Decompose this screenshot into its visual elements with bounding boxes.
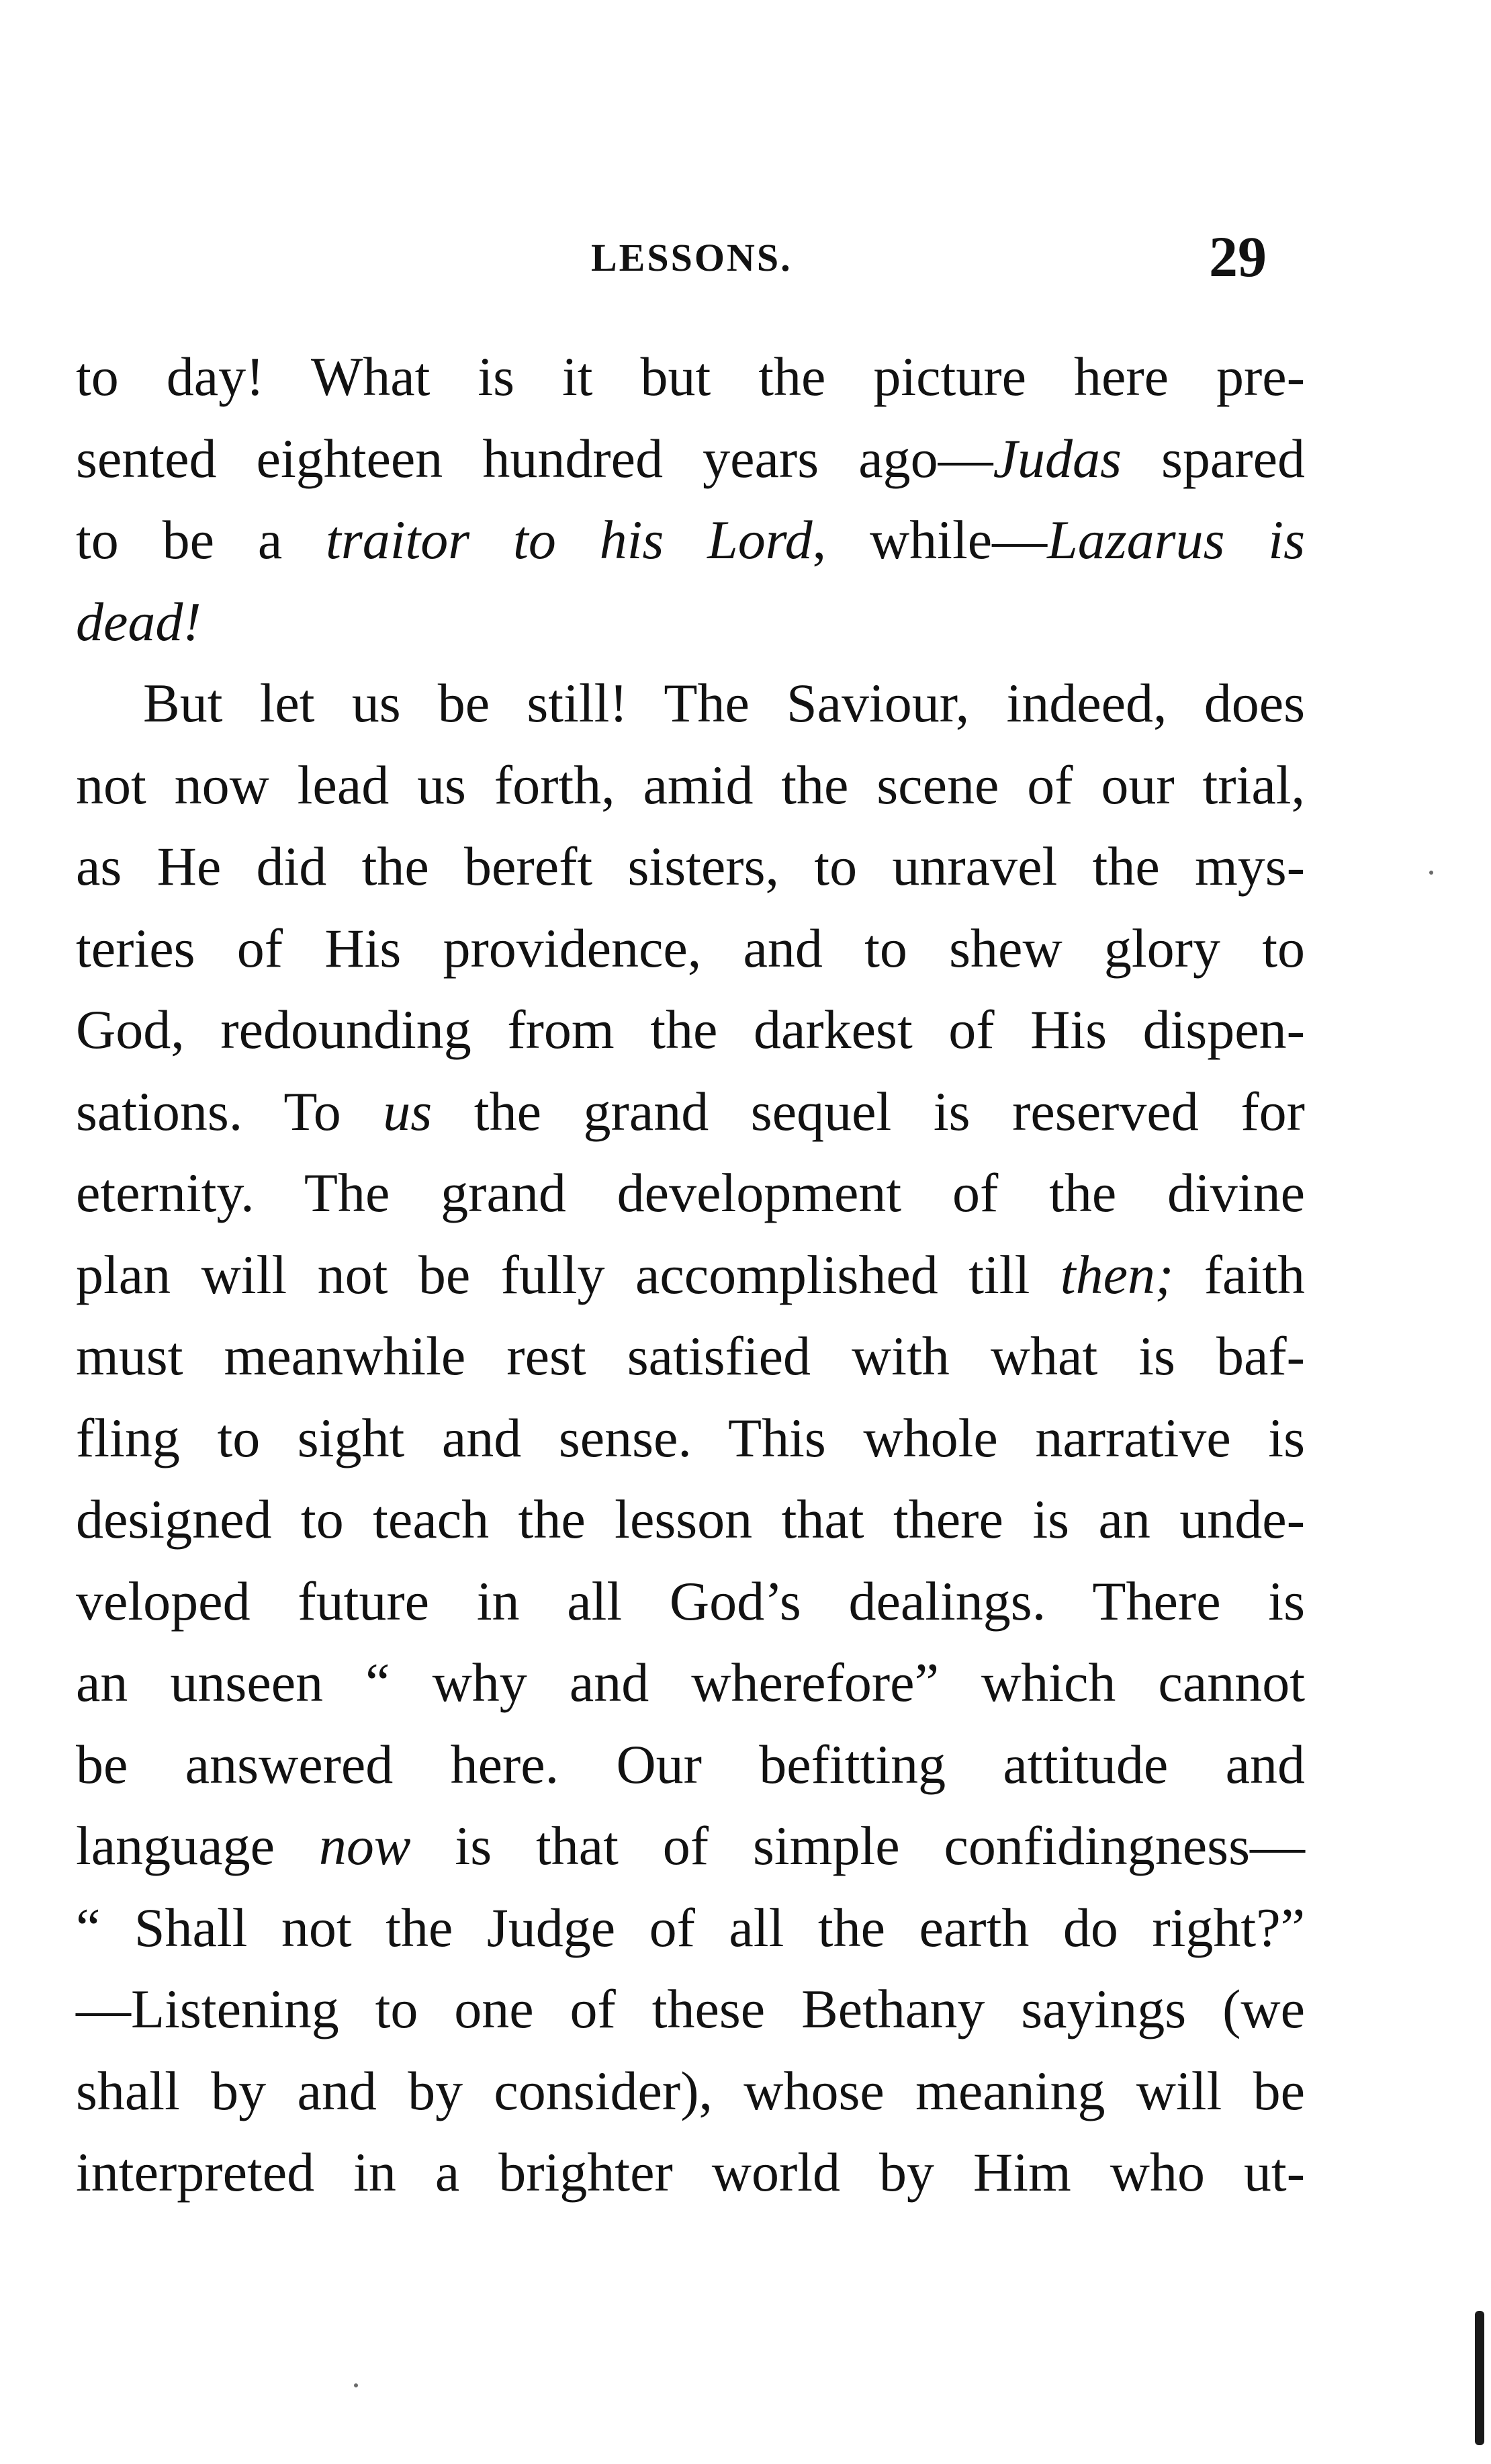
- text-line: [76, 1642, 1305, 1724]
- text-line: [76, 1234, 1305, 1316]
- text-line: [76, 2050, 1305, 2132]
- text-segment: must meanwhile rest satisfied with what is baf-: [76, 1325, 1305, 1387]
- text-segment: But let us be still! The Saviour, indeed, does: [143, 672, 1305, 734]
- text-segment: be answered here. Our befitting attitude and: [76, 1733, 1305, 1795]
- text-line: [76, 1397, 1305, 1479]
- text-line: [76, 744, 1305, 826]
- text-segment: interpreted in a brighter world by Him who ut-: [76, 2142, 1305, 2203]
- text-segment: designed to teach the lesson that there is an unde-: [76, 1489, 1305, 1550]
- text-line: [76, 1479, 1305, 1560]
- text-segment: language: [76, 1815, 319, 1876]
- text-line: [76, 1071, 1305, 1153]
- text-segment: is that of simple confidingness—: [410, 1815, 1305, 1876]
- text-line: [76, 1805, 1305, 1887]
- text-segment: sations. To: [76, 1080, 383, 1142]
- italic-text: now: [318, 1815, 411, 1876]
- text-segment: not now lead us forth, amid the scene of our trial,: [76, 754, 1305, 816]
- text-line: [76, 1724, 1305, 1806]
- text-segment: teries of His providence, and to shew glory to: [76, 917, 1305, 979]
- text-segment: as He did the bereft sisters, to unravel the mys-: [76, 836, 1305, 897]
- text-line: [76, 908, 1305, 989]
- text-segment: , while—: [812, 509, 1048, 570]
- text-segment: an unseen “ why and wherefore” which cannot: [76, 1652, 1305, 1713]
- text-segment: plan will not be fully accomplished till: [76, 1243, 1060, 1305]
- text-line: [76, 662, 1305, 744]
- page-edge-mark: [1475, 2311, 1484, 2445]
- running-title: LESSONS.: [591, 236, 793, 279]
- page-number: 29: [1209, 224, 1267, 289]
- text-segment: sented eighteen hundred years ago—: [76, 427, 993, 489]
- text-segment: spared: [1121, 427, 1305, 489]
- text-segment: to day! What is it but the picture here pre-: [76, 346, 1305, 407]
- text-line: [76, 418, 1305, 500]
- text-segment: shall by and by consider), whose meaning will be: [76, 2060, 1305, 2121]
- text-line: [76, 1887, 1305, 1969]
- italic-text: dead!: [76, 590, 201, 652]
- text-segment: eternity. The grand development of the divine: [76, 1162, 1305, 1223]
- paper-speck: [1429, 871, 1433, 875]
- text-segment: the grand sequel is reserved for: [432, 1080, 1305, 1142]
- text-segment: to be a: [76, 509, 326, 570]
- text-line: [76, 1152, 1305, 1234]
- text-line: [76, 826, 1305, 908]
- italic-text: us: [383, 1080, 433, 1142]
- text-line: [76, 336, 1305, 418]
- italic-text: Lazarus is: [1047, 509, 1305, 570]
- text-line: [76, 1560, 1305, 1642]
- running-head: [0, 222, 1491, 296]
- body-text: [76, 336, 1305, 2213]
- text-line: [76, 1315, 1305, 1397]
- text-line: [76, 581, 1305, 663]
- text-segment: God, redounding from the darkest of His dispen-: [76, 999, 1305, 1060]
- italic-text: Judas: [993, 427, 1122, 489]
- paper-speck: [354, 2383, 358, 2387]
- italic-text: traitor to his Lord: [326, 509, 813, 570]
- italic-text: then;: [1060, 1243, 1174, 1305]
- text-line: [76, 2131, 1305, 2213]
- text-segment: —Listening to one of these Bethany sayings (we: [76, 1978, 1305, 2039]
- text-segment: “ Shall not the Judge of all the earth do right?”: [76, 1896, 1305, 1958]
- text-line: [76, 989, 1305, 1071]
- text-segment: veloped future in all God’s dealings. There is: [76, 1570, 1305, 1632]
- text-line: [76, 1968, 1305, 2050]
- text-segment: faith: [1173, 1243, 1305, 1305]
- text-segment: fling to sight and sense. This whole narrative is: [76, 1407, 1305, 1468]
- text-line: [76, 499, 1305, 581]
